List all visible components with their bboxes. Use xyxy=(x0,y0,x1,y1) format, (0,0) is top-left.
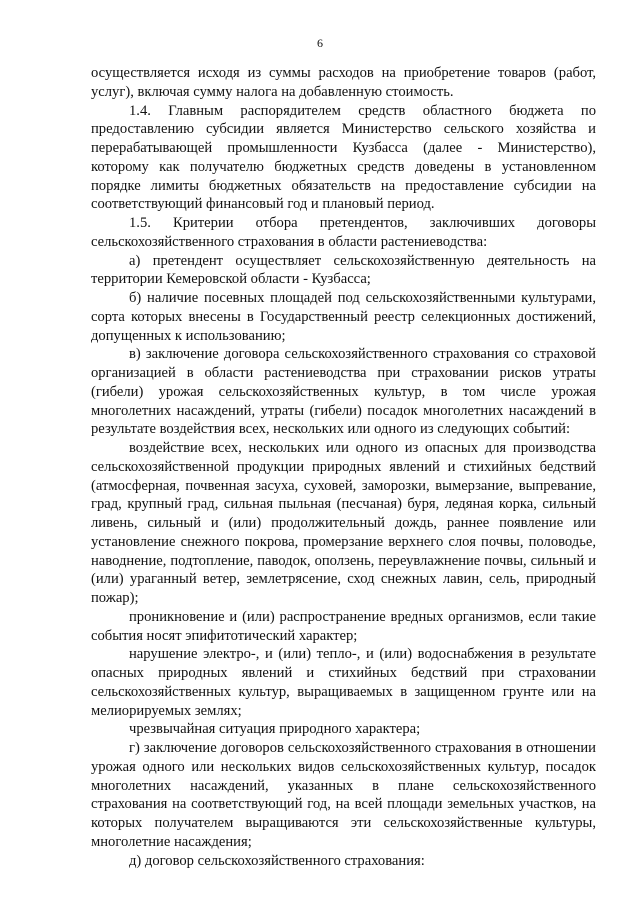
criterion-d: д) договор сельскохозяйственного страхования: xyxy=(129,852,425,869)
event-pests: проникновение и (или) распространение вредных организмов, если такие события носят эпифитотический характер; xyxy=(91,608,596,644)
criterion-a: а) претендент осуществляет сельскохозяйственную деятельность на территории Кемеровской области - Кузбасса; xyxy=(91,252,596,288)
paragraph-1-5: 1.5. Критерии отбора претендентов, заключивших договоры сельскохозяйственного страхования в области растениеводства: xyxy=(91,215,596,250)
criterion-g: г) заключение договоров сельскохозяйственного страхования в отношении урожая одного или нескольких видов сельскохозяйственных культур, посадок многолетних насаждений, указанных в плане сельскохозяйственного страхования на соответствующий год, на всей площади земельных участков, на которых получателем выращиваются эти сельскохозяйственные культуры, многолетние насаждения; xyxy=(91,740,596,850)
paragraph-1-3-continuation: осуществляется исходя из суммы расходов на приобретение товаров (работ, услуг), включая сумму налога на добавленную стоимость. xyxy=(91,65,596,100)
event-emergency: чрезвычайная ситуация природного характера; xyxy=(129,721,421,738)
criterion-v: в) заключение договора сельскохозяйственного страхования со страховой организацией в области растениеводства при страховании рисков утраты (гибели) урожая сельскохозяйственных культур, в том числе урожая многолетних насаждений, утраты (гибели) посадок многолетних насаждений в результате воздействия всех, нескольких или одного из следующих событий: xyxy=(91,346,596,438)
document-body xyxy=(91,64,596,870)
criterion-b: б) наличие посевных площадей под сельскохозяйственными культурами, сорта которых внесены в Государственный реестр селекционных достижений, допущенных к использованию; xyxy=(91,290,596,344)
paragraph-1-4: 1.4. Главным распорядителем средств областного бюджета по предоставлению субсидии является Министерство сельского хозяйства и перерабатывающей промышленности Кузбасса (далее - Министерство), которому как получателю бюджетных средств доведены в установленном порядке лимиты бюджетных обязательств на предоставление субсидии на соответствующий финансовый год и плановый период. xyxy=(91,102,596,213)
event-utility-disruption: нарушение электро-, и (или) тепло-, и (или) водоснабжения в результате опасных природных явлений и стихийных бедствий при страховании сельскохозяйственных культур, выращиваемых в защищенном грунте или на мелиорируемых землях; xyxy=(91,646,596,719)
page-number: 6 xyxy=(317,36,323,50)
event-natural-hazards: воздействие всех, нескольких или одного из опасных для производства сельскохозяйственной продукции природных явлений и стихийных бедствий (атмосферная, почвенная засуха, суховей, заморозки, вымерзание, выпревание, град, крупный град, сильная пыльная (песчаная) буря, ледяная корка, сильный ливень, сильный и (или) продолжительный дождь, раннее появление или установление снежного покрова, промерзание верхнего слоя почвы, половодье, наводнение, подтопление, паводок, оползень, переувлажнение почвы, сильный и (или) ураганный ветер, землетрясение, сход снежных лавин, сель, природный пожар); xyxy=(91,440,596,606)
